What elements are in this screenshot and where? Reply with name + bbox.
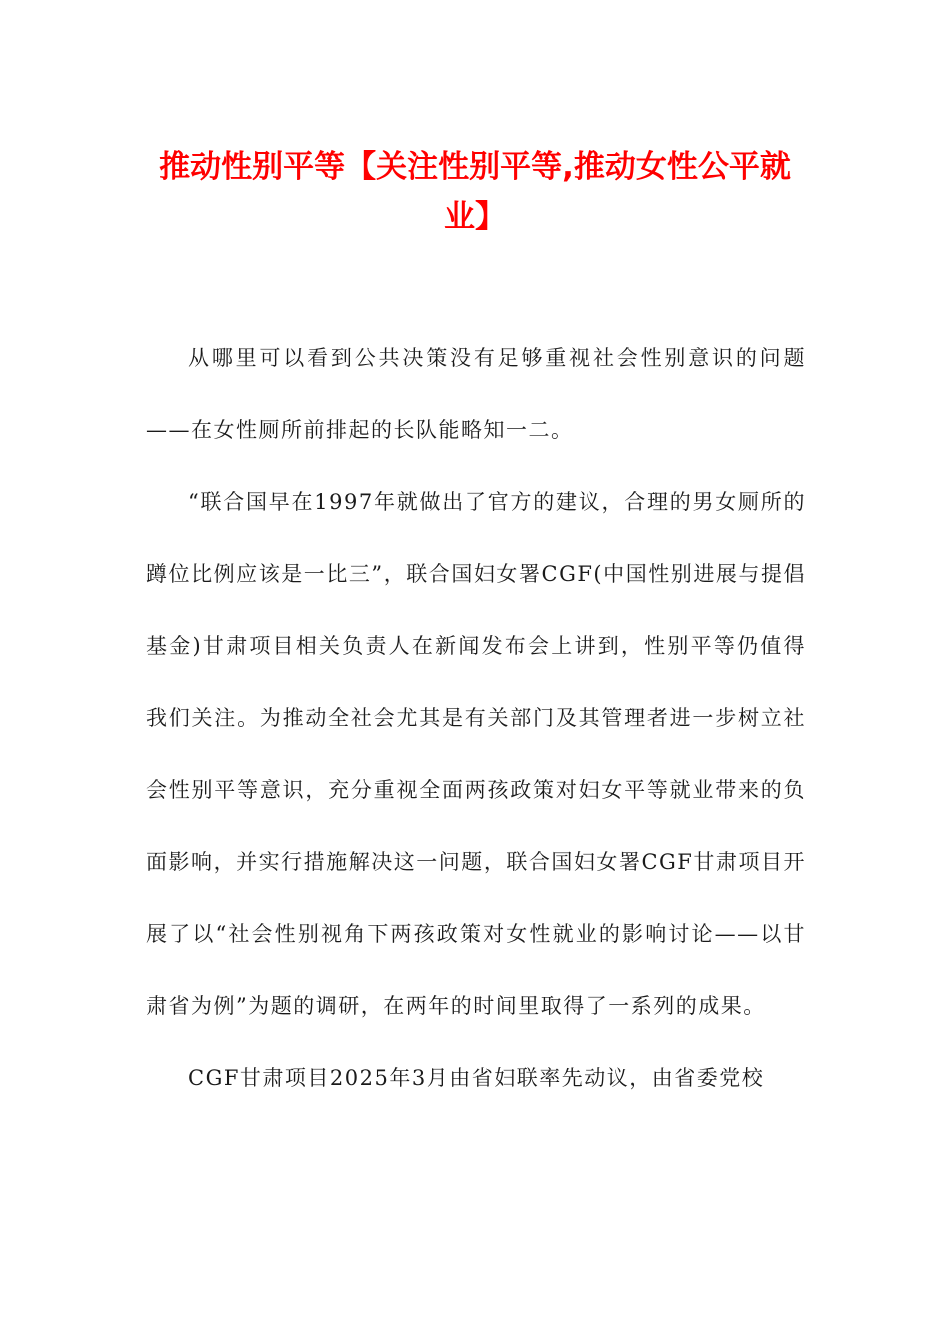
paragraph-2: “联合国早在1997年就做出了官方的建议，合理的男女厕所的蹲位比例应该是一比三”，联合国妇女署CGF(中国性别进展与提倡基金)甘肃项目相关负责人在新闻发布会上讲到，性别平等仍值得我们关注。为推动全社会尤其是有关部门及其管理者进一步树立社会性别平等意识，充分重视全面两孩政策对妇女平等就业带来的负面影响，并实行措施解决这一问题，联合国妇女署CGF甘肃项目开展了以“社会性别视角下两孩政策对女性就业的影响讨论——以甘肃省为例”为题的调研，在两年的时间里取得了一系列的成果。 bbox=[146, 490, 806, 1018]
document-body bbox=[146, 322, 806, 1114]
paragraph-1: 从哪里可以看到公共决策没有足够重视社会性别意识的问题——在女性厕所前排起的长队能略知一二。 bbox=[146, 346, 806, 442]
paragraph-3: CGF甘肃项目2025年3月由省妇联率先动议，由省委党校 bbox=[188, 1066, 765, 1090]
document-title: 推动性别平等【关注性别平等,推动女性公平就业】 bbox=[159, 149, 791, 235]
